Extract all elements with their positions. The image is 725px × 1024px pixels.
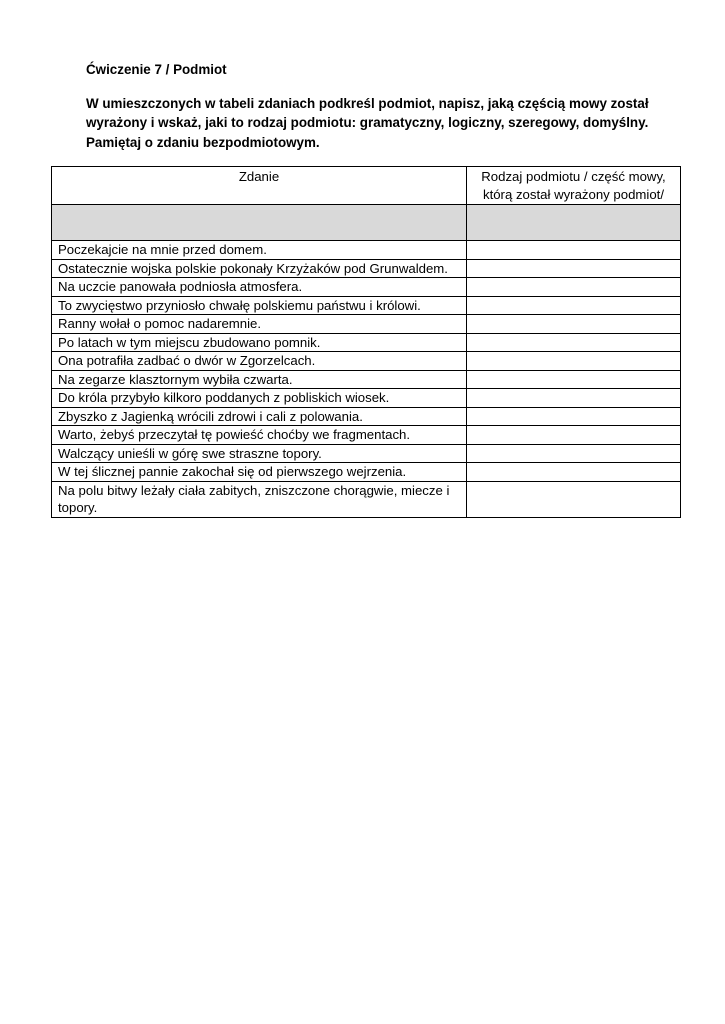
answer-cell[interactable] [467, 426, 681, 445]
shaded-cell [467, 205, 681, 241]
sentence-cell: Warto, żebyś przeczytał tę powieść choćby we fragmentach. [52, 426, 467, 445]
table-row [52, 315, 681, 334]
table-row [52, 481, 681, 517]
answer-cell[interactable] [467, 259, 681, 278]
table-row [52, 333, 681, 352]
table-header-row [52, 167, 681, 205]
exercise-title: Ćwiczenie 7 / Podmiot [86, 62, 227, 77]
instruction-line: W umieszczonych w tabeli zdaniach podkreśl podmiot, napisz, jaką częścią mowy został [86, 96, 649, 111]
answer-cell[interactable] [467, 444, 681, 463]
table-row [52, 426, 681, 445]
sentence-cell: Na zegarze klasztornym wybiła czwarta. [52, 370, 467, 389]
sentence-cell: Walczący unieśli w górę swe straszne topory. [52, 444, 467, 463]
sentence-cell: Ona potrafiła zadbać o dwór w Zgorzelcach. [52, 352, 467, 371]
table-row [52, 259, 681, 278]
sentence-cell: Ranny wołał o pomoc nadaremnie. [52, 315, 467, 334]
sentence-cell: Do króla przybyło kilkoro poddanych z pobliskich wiosek. [52, 389, 467, 408]
table-row [52, 296, 681, 315]
sentence-cell: Na polu bitwy leżały ciała zabitych, zniszczone chorągwie, miecze i topory. [52, 481, 467, 517]
table-row [52, 352, 681, 371]
answer-cell[interactable] [467, 352, 681, 371]
answer-cell[interactable] [467, 278, 681, 297]
answer-cell[interactable] [467, 481, 681, 517]
shaded-example-row [52, 205, 681, 241]
sentence-cell: Poczekajcie na mnie przed domem. [52, 241, 467, 260]
answer-cell[interactable] [467, 463, 681, 482]
sentence-cell: Po latach w tym miejscu zbudowano pomnik. [52, 333, 467, 352]
sentence-cell: To zwycięstwo przyniosło chwałę polskiemu państwu i królowi. [52, 296, 467, 315]
table-row [52, 241, 681, 260]
shaded-cell [52, 205, 467, 241]
answer-cell[interactable] [467, 315, 681, 334]
sentence-table [51, 166, 681, 518]
answer-cell[interactable] [467, 296, 681, 315]
header-sentence: Zdanie [52, 167, 467, 205]
sentence-cell: W tej ślicznej pannie zakochał się od pierwszego wejrzenia. [52, 463, 467, 482]
instruction-line: wyrażony i wskaż, jaki to rodzaj podmiotu: gramatyczny, logiczny, szeregowy, domyślny. [86, 115, 649, 131]
answer-cell[interactable] [467, 241, 681, 260]
sentence-cell: Na uczcie panowała podniosła atmosfera. [52, 278, 467, 297]
sentence-cell: Ostatecznie wojska polskie pokonały Krzyżaków pod Grunwaldem. [52, 259, 467, 278]
instruction-line: Pamiętaj o zdaniu bezpodmiotowym. [86, 134, 320, 150]
answer-cell[interactable] [467, 333, 681, 352]
answer-cell[interactable] [467, 407, 681, 426]
table-row [52, 444, 681, 463]
table-row [52, 278, 681, 297]
table-row [52, 389, 681, 408]
table-row [52, 463, 681, 482]
table-row [52, 370, 681, 389]
header-subject-type: Rodzaj podmiotu / część mowy, którą został wyrażony podmiot/ [467, 167, 681, 205]
exercise-instructions [86, 94, 686, 152]
table-row [52, 407, 681, 426]
answer-cell[interactable] [467, 389, 681, 408]
answer-cell[interactable] [467, 370, 681, 389]
sentence-cell: Zbyszko z Jagienką wrócili zdrowi i cali z polowania. [52, 407, 467, 426]
